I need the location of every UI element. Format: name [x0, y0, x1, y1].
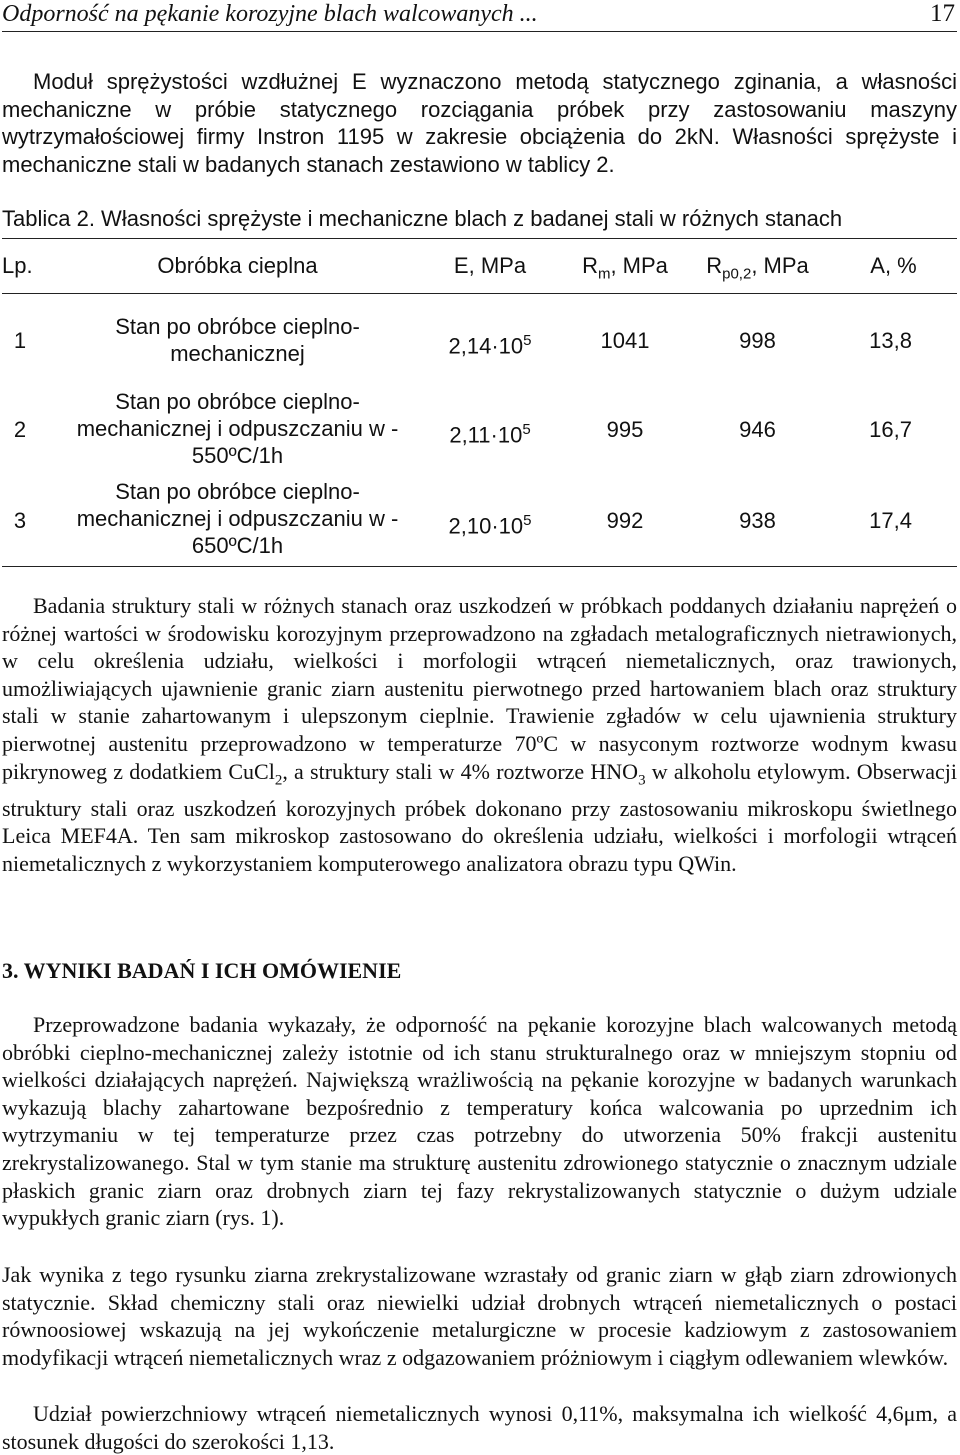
cell-e-exponent: 5: [522, 421, 531, 438]
header-e: E, MPa: [453, 253, 527, 278]
running-header: [2, 0, 957, 30]
page-number: 17: [930, 0, 955, 27]
results-paragraph-1: Przeprowadzone badania wykazały, że odporność na pękanie korozyjne blach walcowanych metodą obróbki cieplno-mechanicznej zależy istotnie od ich stanu strukturalnego oraz w mniejszym stopniu od wielkości działających naprężeń. Największą wrażliwością na pękanie korozyjne w badanych warunkach wykazują blachy zahartowane bezpośrednio z temperatury końca walcowania po uprzednim ich wytrzymaniu w tej temperaturze przez czas potrzebny do utworzenia 50% frakcji austenitu zrekrystalizowanego. Stal w tym stanie ma strukturę austenitu zdrowionego statycznie o znacznym udziale płaskich granic ziarn oraz drobnych ziarn tej fazy rekrystalizowanych statycznie o dużym udziale wypukłych granic ziarn (rys. 1).: [2, 1012, 957, 1231]
cell-a: [830, 327, 957, 354]
cell-e-exponent: 5: [523, 512, 532, 529]
cell-lp: 1: [13, 328, 27, 353]
cell-rp: 938: [739, 508, 776, 533]
intro-paragraph: Moduł sprężystości wzdłużnej E wyznaczono metodą statycznego zginania, a własności mechaniczne w próbie statycznego rozciągania próbek przy zastosowaniu maszyny wytrzymałościowej firmy Instron 1195 w zakresie obciążenia do 2kN. Własności sprężyste i mechaniczne stali w badanych stanach zestawiono w tablicy 2.: [2, 69, 957, 177]
cell-e: [415, 327, 565, 359]
header-rm-unit: , MPa: [610, 253, 668, 278]
header-rp-unit: , MPa: [751, 253, 809, 278]
header-rp-base: R: [706, 253, 723, 278]
header-rm-sub: m: [597, 265, 611, 283]
treatment-line: 650ºC/1h: [191, 533, 284, 558]
treatment-line: Stan po obróbce cieplno-: [115, 389, 360, 414]
treatment-line: Stan po obróbce cieplno-: [115, 479, 360, 504]
cell-rp: 998: [739, 328, 776, 353]
cell-treatment: [60, 388, 415, 469]
header-rm: [565, 252, 685, 287]
header-treatment: Obróbka cieplna: [157, 253, 318, 278]
structure-sub-1: 2: [274, 771, 283, 788]
treatment-line: Stan po obróbce cieplno-: [115, 314, 360, 339]
cell-rm: 992: [606, 508, 644, 533]
table-header-rule: [2, 293, 957, 294]
results-paragraph-3: Udział powierzchniowy wtrąceń niemetalicznych wynosi 0,11%, maksymalna ich wielkość 4,6μm, a stosunek długości do szerokości 1,13.: [2, 1401, 957, 1454]
treatment-line: mechanicznej i odpuszczaniu w -: [76, 416, 399, 441]
treatment-line: mechanicznej: [170, 341, 305, 366]
cell-treatment: [60, 478, 415, 559]
cell-lp: 3: [13, 508, 27, 533]
treatment-line: 550ºC/1h: [191, 443, 284, 468]
cell-e-mantissa: 2,11·10: [449, 422, 523, 448]
cell-a-value: 17,4: [869, 508, 912, 533]
structure-paragraph: [2, 592, 957, 877]
cell-rp: 946: [739, 417, 776, 442]
results-paragraph-2: Jak wynika z tego rysunku ziarna zrekrystalizowane wzrastały od granic ziarn w głąb ziarn zdrowionych statycznie. Skład chemiczny stali oraz niewielki udział drobnych wtrąceń niemetalicznych o postaci równoosiowej wskazują na jej wykończenie metalurgiczne w procesie kadziowym z zastosowaniem modyfikacji wtrąceń niemetalicznych wraz z odgazowaniem próżniowym i ciągłym odlewaniem wlewków.: [2, 1262, 957, 1370]
structure-text-b: , a struktury stali w 4% roztworze HNO: [282, 758, 639, 784]
structure-sub-2: 3: [638, 771, 646, 788]
cell-a: [830, 507, 957, 534]
structure-text-a: Badania struktury stali w różnych stanach oraz uszkodzeń w próbkach poddanych działaniu naprężeń o różnej wartości w środowisku korozyjnym przeprowadzono na zgładach metalograficznych nietrawionych, w celu określenia udziału, wielkości i morfologii wtrąceń niemetalicznych, oraz trawionych, umożliwiających ujawnienie granic ziarn austenitu pierwotnego przed hartowaniem blach oraz struktury stali w stanie zahartowanym i ulepszonym cieplnie. Trawienie zgładów w celu ujawnienia struktury pierwotnej austenitu przeprowadzono w temperaturze 70ºC w nasyconym roztworze wodnym kwasu pikrynoweg z dodatkiem CuCl: [2, 593, 957, 784]
table-top-rule: [2, 238, 957, 239]
section-heading: 3. WYNIKI BADAŃ I ICH OMÓWIENIE: [2, 958, 402, 983]
cell-rm: 995: [606, 417, 644, 442]
cell-e-exponent: 5: [523, 332, 532, 349]
cell-a-value: 13,8: [869, 328, 912, 353]
treatment-line: mechanicznej i odpuszczaniu w -: [76, 506, 399, 531]
cell-e-mantissa: 2,14·10: [448, 333, 524, 359]
cell-e: [415, 416, 565, 448]
header-rule: [2, 31, 957, 32]
cell-e-mantissa: 2,10·10: [448, 513, 524, 539]
structure-text-c: w alkoholu etylowym. Obserwacji struktury stali oraz uszkodzeń korozyjnych próbek dokonano przy zastosowaniu mikroskopu świetlnego Leica MEF4A. Ten sam mikroskop zastosowano do określenia udziału, wielkości i morfologii wtrąceń niemetalicznych z wykorzystaniem komputerowego analizatora obrazu typu QWin.: [2, 758, 957, 876]
cell-lp: 2: [13, 417, 27, 442]
header-lp: Lp.: [2, 253, 33, 278]
table-bottom-rule: [2, 566, 957, 567]
table-caption: Tablica 2. Własności sprężyste i mechaniczne blach z badanej stali w różnych stanach: [2, 206, 843, 231]
running-title: Odporność na pękanie korozyjne blach walcowanych ...: [2, 1, 538, 27]
cell-rm: 1041: [600, 328, 650, 353]
cell-e: [415, 507, 565, 539]
header-a: A, %: [870, 253, 917, 278]
cell-treatment: [60, 313, 415, 367]
header-rp: [685, 252, 830, 287]
header-rp-sub: p0,2: [722, 265, 752, 283]
cell-a-value: 16,7: [869, 417, 912, 442]
header-rm-base: R: [582, 253, 598, 278]
cell-a: [830, 416, 957, 443]
